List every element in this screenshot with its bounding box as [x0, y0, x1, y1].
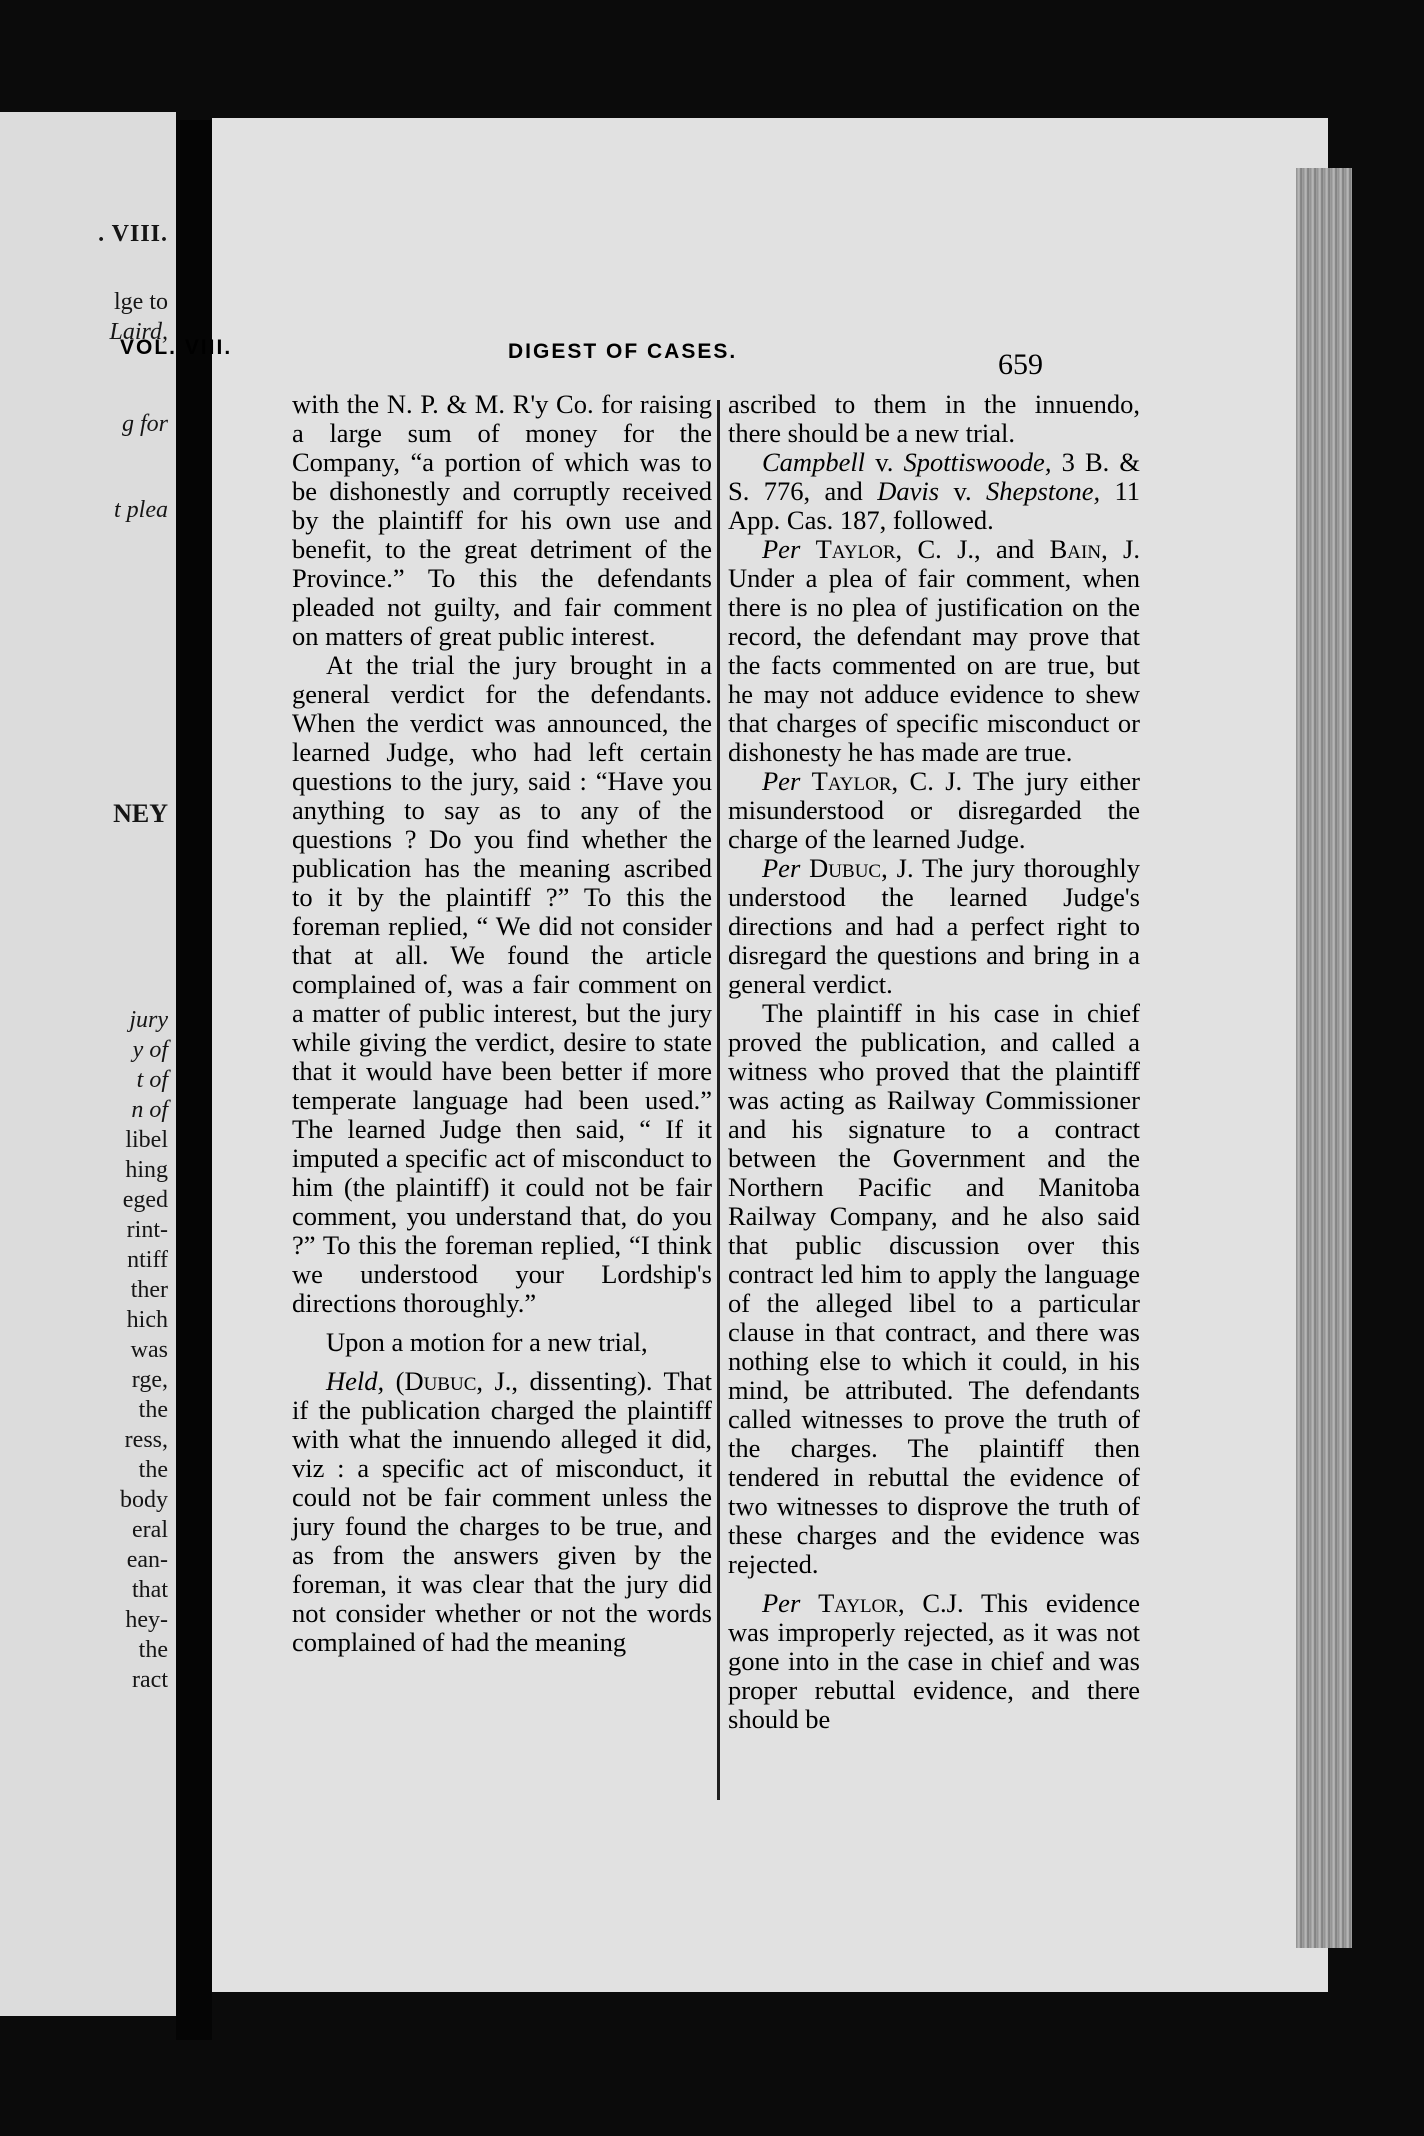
facing-page-text: g for [121, 411, 168, 437]
facing-page-text: . VIII. [98, 221, 168, 247]
judgment-paragraph: Per Taylor, C. J. The jury either misunderstood or disregarded the charge of the learned Judge. [728, 766, 1141, 854]
facing-page-text: t of [136, 1067, 168, 1093]
held-text: That if the publication charged the plaintiff with what the innuendo alleged it did, viz : a specific act of misconduct, it could not be fair comment unless the jury found the charges to be true, and as from the answers given by the foreman, it was clear that the jury did not consider whether or not the words complained of had the meaning [292, 1366, 713, 1657]
facing-page-text: the [138, 1637, 168, 1663]
facing-page-text: libel [125, 1127, 168, 1153]
facing-page-text: hich [126, 1307, 168, 1333]
per-label: Per [762, 1588, 801, 1618]
judgment-text: The jury thoroughly understood the learned Judge's directions and had a perfect right to disregard the questions and bring in a general verdict. [728, 853, 1140, 999]
facing-page-text: the [138, 1397, 168, 1423]
volume-label: VOL. VIII. [120, 336, 233, 359]
facing-page-text: was [130, 1337, 168, 1363]
facing-page-text: that [132, 1577, 168, 1603]
case-name: Shepstone, [986, 476, 1101, 506]
judgment-paragraph: Per Taylor, C. J., and Bain, J. Under a plea of fair comment, when there is no plea of justification on the record, the defendant may prove that the facts commented on are true, but he may not adduce evidence to shew that charges of specific misconduct or dishonesty he has made are true. [728, 534, 1140, 767]
case-name: Davis [877, 476, 940, 506]
facing-page-text: t plea [114, 497, 168, 523]
per-label: Per [762, 853, 801, 883]
paragraph: The plaintiff in his case in chief proved the publication, and called a witness who proved that the plaintiff was acting as Railway Commissioner and his signature to a contract between the Government and the Northern Pacific and Manitoba Railway Company, and he also said that public discussion over this contract led him to apply the language of the alleged libel to a particular clause in that contract, and there was nothing else to which it could, in his mind, be attributed. The defendants called witnesses to prove the truth of the charges. The plaintiff then tendered in rebuttal the evidence of two witnesses to disprove the truth of these charges and the evidence was rejected. [728, 998, 1140, 1579]
case-name: Spottiswoode, [903, 447, 1052, 477]
case-citation-paragraph: Campbell v. Spottiswoode, 3 B. & S. 776, and Davis v. Shepstone, 11 App. Cas. 187, followed. [728, 447, 1141, 535]
judgment-text: Under a plea of fair comment, when there is no plea of justification on the record, the defendant may prove that the facts commented on are true, but he may not adduce evidence to shew that charges of specific misconduct or dishonesty he has made are true. [728, 563, 1140, 767]
facing-page-text: rint- [126, 1217, 168, 1243]
judge-name: Taylor [811, 766, 892, 796]
facing-page-fragment [0, 112, 176, 2016]
citation: 3 B. & S. 776, and [728, 447, 1141, 506]
book-gutter [176, 120, 212, 2040]
facing-page-text: ther [130, 1277, 168, 1303]
judgment-text: This evidence was improperly rejected, as it was not gone into in the case in chief and was proper rebuttal evidence, and there should be [728, 1588, 1141, 1734]
section-title: DIGEST OF CASES. [508, 340, 738, 363]
facing-page-text: ress, [124, 1427, 168, 1453]
facing-page-text: hey- [125, 1607, 168, 1633]
per-label: Per [762, 534, 801, 564]
facing-page-text: n of [131, 1097, 168, 1123]
facing-page-text: eged [122, 1187, 168, 1213]
judge-name: Bain [1049, 534, 1102, 564]
facing-page-text: the [138, 1457, 168, 1483]
paragraph: with the N. P. & M. R'y Co. for raising a large sum of money for the Company, “a portion of which was to be dishonestly and corruptly received by the plaintiff for his own use and benefit, to the great detriment of the Province.” To this the defendants pleaded not guilty, and fair comment on matters of great public interest. [292, 389, 712, 651]
paragraph: ascribed to them in the innuendo, there should be a new trial. [728, 389, 1140, 448]
facing-page-text: lge to [114, 289, 168, 315]
judge-name: Dubuc [809, 853, 882, 883]
facing-page-text: ean- [126, 1547, 168, 1573]
held-paragraph: Held, (Dubuc, J., dissenting). That if the publication charged the plaintiff with what the innuendo alleged it did, viz : a specific act of misconduct, it could not be fair comment unless the jury found the charges to be true, and as from the answers given by the foreman, it was clear that the jury did not consider whether or not the words complained of had the meaning [292, 1366, 713, 1657]
judgment-paragraph: Per Dubuc, J. The jury thoroughly understood the learned Judge's directions and had a perfect right to disregard the questions and bring in a general verdict. [728, 853, 1140, 999]
facing-page-text: hing [125, 1157, 168, 1183]
facing-page-text: ract [132, 1667, 168, 1693]
facing-page-text: rge, [131, 1367, 168, 1393]
per-label: Per [762, 766, 801, 796]
text-column-left [292, 390, 712, 1657]
judge-name: Taylor [815, 534, 896, 564]
facing-page-text: NEY [113, 799, 168, 828]
case-name: Campbell [762, 447, 866, 477]
paragraph: At the trial the jury brought in a general verdict for the defendants. When the verdict was announced, the learned Judge, who had left certain questions to the jury, said : “Have you anything to say as to any of the questions ? Do you find whether the publication has the meaning ascribed to it by the plaintiff ?” To this the foreman replied, “ We did not consider that at all. We found the article complained of, was a fair comment on a matter of public interest, but the jury while giving the verdict, desire to state that it would have been better if more temperate language had been used.” The learned Judge then said, “ If it imputed a specific act of misconduct to him (the plaintiff) it could not be fair comment, you understand that, do you ?” To this the foreman replied, “I think we understood your Lordship's directions thoroughly.” [292, 650, 712, 1318]
judge-name: Dubuc [404, 1366, 477, 1396]
facing-page-text: body [120, 1487, 168, 1513]
page-edges [1296, 168, 1352, 1948]
facing-page-text: Laird, [109, 319, 168, 345]
facing-page-text: ntiff [127, 1247, 168, 1273]
citation: 11 App. Cas. 187, followed. [728, 476, 1141, 535]
column-rule [717, 400, 720, 1800]
judgment-text: The jury either misunderstood or disregarded the charge of the learned Judge. [728, 766, 1141, 854]
held-label: Held, [326, 1366, 385, 1396]
facing-page-text: jury [129, 1007, 168, 1033]
text-column-right [728, 390, 1140, 1734]
judge-name: Taylor [818, 1588, 898, 1618]
paragraph: Upon a motion for a new trial, [326, 1327, 648, 1357]
facing-page-text: eral [132, 1517, 168, 1543]
judgment-paragraph: Per Taylor, C.J. This evidence was improperly rejected, as it was not gone into in the case in chief and was proper rebuttal evidence, and there should be [728, 1588, 1141, 1734]
facing-page-text: y of [132, 1037, 168, 1063]
page-number: 659 [998, 348, 1043, 381]
